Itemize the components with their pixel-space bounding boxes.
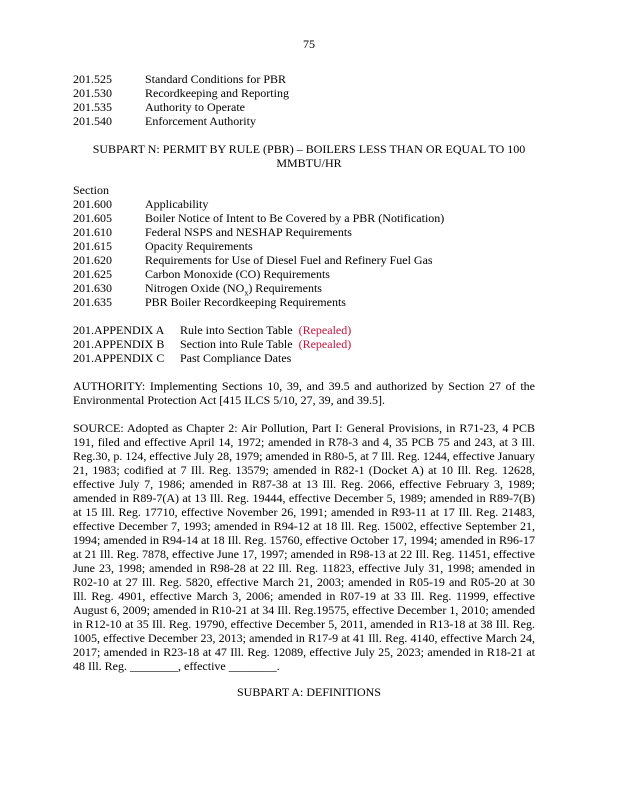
toc-entry <box>73 114 256 128</box>
section-title: Opacity Requirements <box>145 239 253 253</box>
section-label: Section <box>73 183 109 197</box>
section-title: Standard Conditions for PBR <box>145 72 287 86</box>
toc-entry <box>73 253 433 267</box>
section-title: Enforcement Authority <box>145 114 256 128</box>
section-number: 201.625 <box>73 267 112 281</box>
section-title: Boiler Notice of Intent to Be Covered by a PBR (Notification) <box>145 211 445 225</box>
repealed-note: (Repealed) <box>298 323 352 337</box>
section-number: 201.610 <box>73 225 112 239</box>
appendix-entry <box>73 337 351 351</box>
toc-entry <box>73 100 245 114</box>
section-number: 201.600 <box>73 197 112 211</box>
section-number: 201.635 <box>73 295 112 309</box>
section-title: Recordkeeping and Reporting <box>145 86 289 100</box>
toc-entry <box>73 225 352 239</box>
section-number: 201.525 <box>73 72 112 86</box>
subpart-n-heading-line2: MMBTU/HR <box>276 156 342 170</box>
appendix-number: 201.APPENDIX A <box>73 323 165 337</box>
appendix-entry <box>73 323 351 337</box>
toc-entry <box>73 295 346 309</box>
section-title-part: Nitrogen Oxide (NO <box>145 281 245 295</box>
toc-entry <box>73 267 330 281</box>
toc-entry <box>73 197 208 211</box>
section-number: 201.530 <box>73 86 112 100</box>
toc-entry <box>73 211 444 225</box>
section-number: 201.620 <box>73 253 112 267</box>
appendix-title: Section into Rule Table <box>180 337 293 351</box>
appendix-title: Rule into Section Table <box>180 323 293 337</box>
subpart-n-heading-line1: SUBPART N: PERMIT BY RULE (PBR) – BOILERS LESS THAN OR EQUAL TO 100 <box>92 142 526 156</box>
subscript: x <box>244 288 249 298</box>
repealed-note: (Repealed) <box>298 337 352 351</box>
page-number: 75 <box>303 37 315 51</box>
toc-entry <box>73 86 289 100</box>
appendix-number: 201.APPENDIX B <box>73 337 165 351</box>
section-number: 201.535 <box>73 100 112 114</box>
section-number: 201.540 <box>73 114 112 128</box>
section-number: 201.605 <box>73 211 112 225</box>
section-title: Requirements for Use of Diesel Fuel and Refinery Fuel Gas <box>145 253 433 267</box>
section-title: PBR Boiler Recordkeeping Requirements <box>145 295 346 309</box>
appendix-entry <box>73 351 291 365</box>
source-paragraph: SOURCE: Adopted as Chapter 2: Air Pollution, Part I: General Provisions, in R71-23, 4 PCB 191, filed and effective April 14, 1972; amended in R78-3 and 4, 35 PCB 75 and 243, at 3 Ill. Reg.30, p. 124, effective July 28, 1979; amended in R80-5, at 7 Ill. Reg. 1244, effective January 21, 1983; codified at 7 Ill. Reg. 13579; amended in R82-1 (Docket A) at 10 Ill. Reg. 12628, effective July 7, 1986; amended in R87-38 at 13 Ill. Reg. 2066, effective February 3, 1989; amended in R89-7(A) at 13 Ill. Reg. 19444, effective December 5, 1989; amended in R89-7(B) at 15 Ill. Reg. 17710, effective November 26, 1991; amended in R93-11 at 17 Ill. Reg. 21483, effective December 7, 1993; amended in R94-12 at 18 Ill. Reg. 15002, effective September 21, 1994; amended in R94-14 at 18 Ill. Reg. 15760, effective October 17, 1994; amended in R96-17 at 21 Ill. Reg. 7878, effective June 17, 1997; amended in R98-13 at 22 Ill. Reg. 11451, effective June 23, 1998; amended in R98-28 at 22 Ill. Reg. 11823, effective July 31, 1998; amended in R02-10 at 27 Ill. Reg. 5820, effective March 21, 2003; amended in R05-19 and R05-20 at 30 Ill. Reg. 4901, effective March 3, 2006; amended in R07-19 at 33 Ill. Reg. 11999, effective August 6, 2009; amended in R10-21 at 34 Ill. Reg.19575, effective December 1, 2010; amended in R12-10 at 35 Ill. Reg. 19790, effective December 5, 2011, amended in R13-18 at 38 Ill. Reg. 1005, effective December 23, 2013; amended in R17-9 at 41 Ill. Reg. 4140, effective March 24, 2017; amended in R23-18 at 47 Ill. Reg. 12089, effective July 25, 2023; amended in R18-21 at 48 Ill. Reg. ________, effective ________. <box>73 421 536 673</box>
toc-entry <box>73 72 286 86</box>
section-title: Carbon Monoxide (CO) Requirements <box>145 267 330 281</box>
section-title: Federal NSPS and NESHAP Requirements <box>145 225 352 239</box>
appendix-number: 201.APPENDIX C <box>73 351 165 365</box>
section-number: 201.630 <box>73 281 112 295</box>
authority-paragraph: AUTHORITY: Implementing Sections 10, 39, and 39.5 and authorized by Section 27 of the Environmental Protection Act [415 ILCS 5/10, 27, 39, and 39.5]. <box>73 379 535 407</box>
section-number: 201.615 <box>73 239 112 253</box>
subpart-a-heading: SUBPART A: DEFINITIONS <box>237 685 381 699</box>
section-title-part: ) Requirements <box>248 281 322 295</box>
appendix-title: Past Compliance Dates <box>180 351 292 365</box>
toc-entry <box>73 239 253 253</box>
section-title <box>145 281 322 298</box>
section-title: Authority to Operate <box>145 100 245 114</box>
section-title: Applicability <box>145 197 209 211</box>
subpart-n-heading <box>73 142 545 170</box>
